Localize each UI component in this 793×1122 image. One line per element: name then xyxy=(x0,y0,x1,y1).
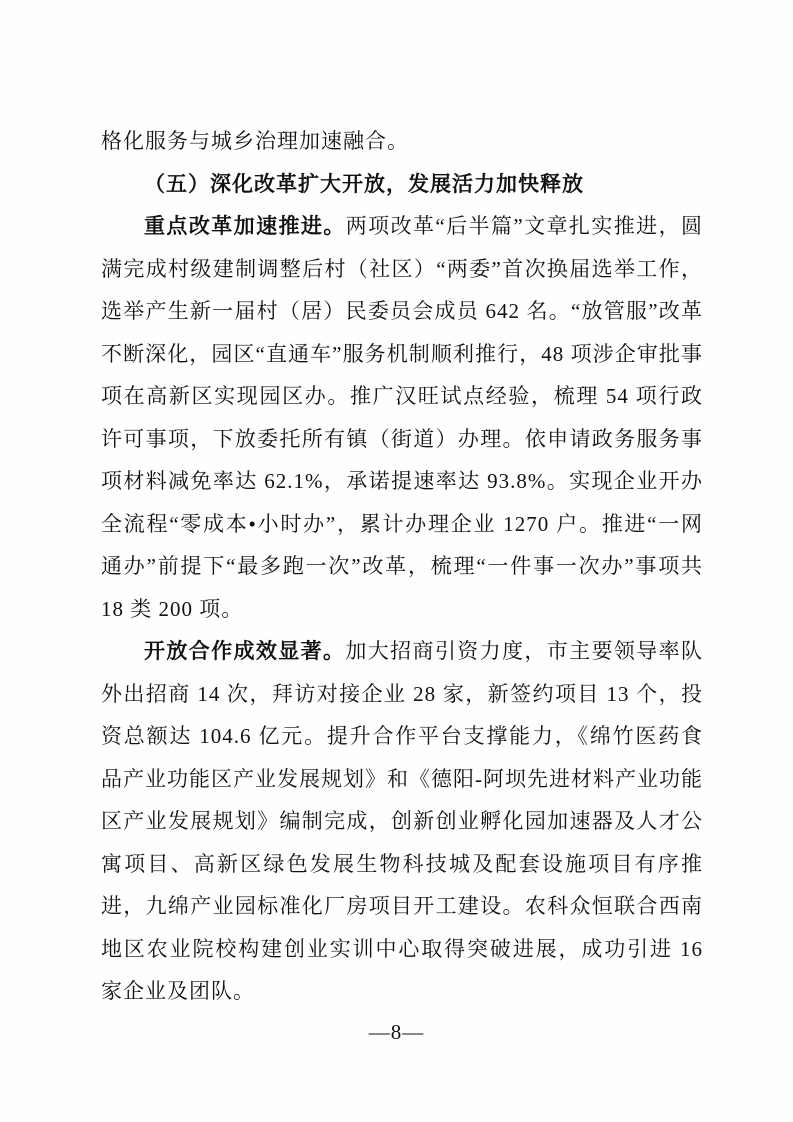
paragraph-key-reforms xyxy=(101,205,703,630)
section-heading xyxy=(101,163,703,206)
paragraph-text: 加大招商引资力度，市主要领导率队外出招商 14 次，拜访对接企业 28 家，新签约项目 13 个，投资总额达 104.6 亿元。提升合作平台支撑能力，《绵竹医药食品产业功能区产业发展规划》和《德阳-阿坝先进材料产业功能区产业发展规划》编制完成，创新创业孵化园加速器及人才公寓项目、高新区绿色发展生物科技城及配套设施项目有序推进，九绵产业园标准化厂房项目开工建设。农科众恒联合西南地区农业院校构建创业实训中心取得突破进展，成功引进 16 家企业及团队。 xyxy=(101,639,703,1003)
paragraph-lead-bold: 重点改革加速推进。 xyxy=(144,214,346,238)
page-number-text: —8— xyxy=(368,1020,425,1044)
heading-text: （五）深化改革扩大开放，发展活力加快释放 xyxy=(144,171,584,196)
paragraph-text: 两项改革“后半篇”文章扎实推进，圆满完成村级建制调整后村（社区）“两委”首次换届选举工作，选举产生新一届村（居）民委员会成员 642 名。“放管服”改革不断深化，园区“直通车”服务机制顺利推行，48 项涉企审批事项在高新区实现园区办。推广汉旺试点经验，梳理 54 项行政许可事项，下放委托所有镇（街道）办理。依申请政务服务事项材料减免率达 62.1%，承诺提速率达 93.8%。实现企业开办全流程“零成本•小时办”，累计办理企业 1270 户。推进“一网通办”前提下“最多跑一次”改革，梳理“一件事一次办”事项共 18 类 200 项。 xyxy=(101,214,704,621)
page-number xyxy=(0,1020,793,1045)
paragraph-text: 格化服务与城乡治理加速融合。 xyxy=(101,129,409,153)
paragraph-continuation xyxy=(101,120,703,163)
paragraph-open-cooperation xyxy=(101,630,703,1013)
report-text-block xyxy=(101,120,703,1013)
paragraph-lead-bold: 开放合作成效显著。 xyxy=(144,639,346,663)
